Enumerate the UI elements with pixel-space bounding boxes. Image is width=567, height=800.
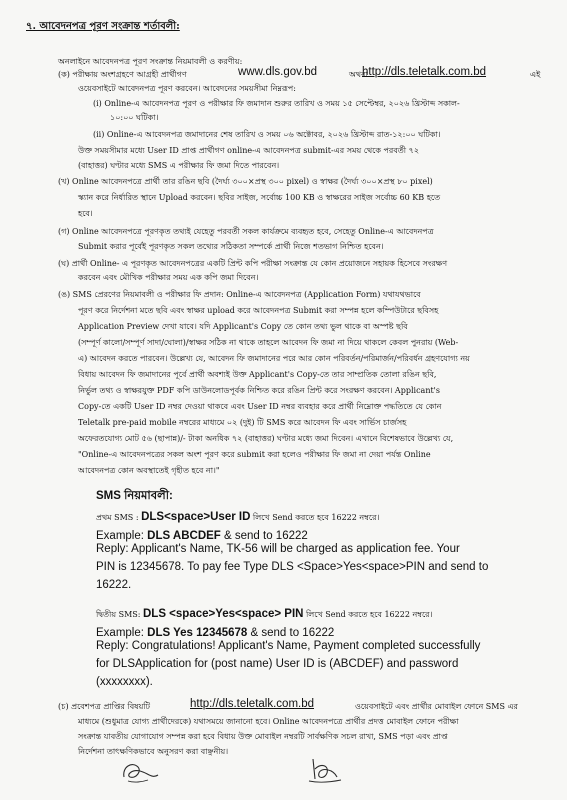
item-ga-line2: Submit করার পূর্বেই পূরণকৃত সকল তথ্যের সঠিকতা সম্পর্কে প্রার্থী নিজে শতভাগ নিশ্চিত হবেন। xyxy=(78,242,384,251)
sms-first-command: DLS<space>User ID xyxy=(141,511,251,523)
item-uma-line10: অফেরতযোগ্য মোট ৫৬ (ছাপান্ন)/- টাকা অনধিক ৭২ (বাহাত্তর) ঘণ্টার মধ্যে জমা দিবেন। এখানে বিশেষভাবে উল্লেখ্য যে, xyxy=(78,434,454,443)
admit-card-link[interactable]: http://dls.teletalk.com.bd xyxy=(190,698,315,710)
item-uma-line12: আবেদনপত্র কোন অবস্থাতেই গৃহীত হবে না।" xyxy=(78,466,220,475)
item-cha-line2: মাধ্যমে (শুধুমাত্র যোগ্য প্রার্থীদেরকে) যথাসময়ে জানানো হবে। Online আবেদনপত্রে প্রার্থীর প্রদত্ত মোবাইল ফোনে পরীক্ষা xyxy=(78,717,459,726)
sms-first-line xyxy=(96,507,379,524)
sms-second-command: DLS <space>Yes<space> PIN xyxy=(142,608,304,620)
dls-gov-link[interactable]: www.dls.gov.bd xyxy=(238,66,318,78)
example2-value: DLS Yes 12345678 xyxy=(147,627,248,639)
item-uma-line9: Teletalk pre-paid mobile নম্বরের মাধ্যমে ০২ (দুই) টি SMS করে আবেদন ফি এবং সার্ভিস চার্জসহ xyxy=(78,418,407,427)
item-kha-line1: (খ) Online আবেদনপত্রে প্রার্থী তার রঙিন ছবি (দৈর্ঘ্য ৩০০×প্রস্থ ৩০০ pixel) ও স্বাক্ষর (দৈর্ঘ্য ৩০০×প্রস্থ ৮০ pixel) xyxy=(58,177,433,186)
item-cha-line3: সংক্রান্ত যাবতীয় যোগাযোগ সম্পন্ন করা হবে বিধায় উক্ত মোবাইল নম্বরটি সার্বক্ষণিক সচল রাখা, SMS পড়া এবং প্রাপ্ত xyxy=(78,732,448,741)
teletalk-link[interactable]: http://dls.teletalk.com.bd xyxy=(362,66,487,78)
item-cha-line1-b: ওয়েবসাইটে এবং প্রার্থীর মোবাইল ফোনে SMS এর xyxy=(355,702,518,711)
item-uma-line8: Copy-তে একটি User ID নম্বর দেওয়া থাকবে এবং User ID নম্বর ব্যবহার করে প্রার্থী নিম্নোক্ত পদ্ধতিতে যে কোন xyxy=(78,402,442,411)
item-ka-line1-b: এই xyxy=(530,70,541,79)
item-ka-line4: (বাহাত্তর) ঘণ্টার মধ্যে SMS এ পরীক্ষার ফি জমা দিতে পারবেন। xyxy=(78,161,280,170)
item-ka-or: অথবা xyxy=(349,70,368,79)
example2-suffix: & send to 16222 xyxy=(247,627,335,639)
signature-left xyxy=(118,757,163,787)
reply2-line1: Reply: Congratulations! Applicant's Name, Payment completed successfully xyxy=(96,640,481,652)
item-uma-line3: Application Preview দেখা যাবে। যদি Applicant's Copy তে কোন তথ্য ভুল থাকে বা অস্পষ্ট ছবি xyxy=(78,322,408,331)
item-ka-sub1-line1: (i) Online-এ আবেদনপত্র পূরণ ও পরীক্ষার ফি জমাদান শুরুর তারিখ ও সময় ১৫ সেপ্টেম্বর, ২০২৬ খ্রিস্টাব্দ সকাল- xyxy=(93,99,460,108)
sms-second-prefix: দ্বিতীয় SMS: xyxy=(96,610,143,619)
reply2-line3: (xxxxxxxx). xyxy=(96,676,153,688)
reply1-line3: 16222. xyxy=(96,579,132,591)
item-kha-line2: স্ক্যান করে নির্ধারিত স্থানে Upload করবেন। ছবির সাইজ, সর্বোচ্চ 100 KB ও স্বাক্ষরের সাইজ সর্বোচ্চ 60 KB হতে xyxy=(78,193,441,202)
sms-heading: SMS নিয়মাবলী: xyxy=(96,490,173,502)
item-ka-sub2-line1: (ii) Online-এ আবেদনপত্র জমাদানের শেষ তারিখ ও সময় ০৬ অক্টোবর, ২০২৬ খ্রিস্টাব্দ রাত-১২:০০ ঘটিকা। xyxy=(93,130,441,139)
item-ka-line1-a: (ক) পরীক্ষায় অংশগ্রহণে আগ্রহী প্রার্থীগণ xyxy=(58,70,187,79)
item-uma-line6: বিধায় আবেদন ফি জমাদানের পূর্বে প্রার্থী অবশ্যই উক্ত Applicant's Copy-তে তার সাম্প্রতিক তোলা রঙিন ছবি, xyxy=(78,370,437,379)
item-kha-line3: হবে। xyxy=(78,209,93,218)
intro-line: অনলাইনে আবেদনপত্র পূরণ সংক্রান্ত নিয়মাবলী ও করণীয়: xyxy=(58,57,243,66)
item-uma-line4: (সম্পূর্ণ কালো/সম্পূর্ণ সাদা/ঘোলা)/স্বাক্ষর সঠিক না থাকে তাহলে আবেদন ফি জমা না দিয়ে থাকলে কেবল পুনরায় (Web- xyxy=(78,338,459,347)
example1-label: Example: xyxy=(96,530,148,542)
example1-value: DLS ABCDEF xyxy=(147,530,221,542)
item-uma-line1: (ঙ) SMS প্রেরণের নিয়মাবলী ও পরীক্ষার ফি প্রদান: Online-এ আবেদনপত্র (Application Form) যথাযথভাবে xyxy=(58,290,421,299)
item-uma-line7: নির্ভুল তথ্য ও স্বাক্ষরযুক্ত PDF কপি ডাউনলোডপূর্বক নিশ্চিত করে রঙিন প্রিন্ট করে সংরক্ষণ করবেন। Applicant's xyxy=(78,386,440,395)
item-ka-line3: উক্ত সময়সীমার মধ্যে User ID প্রাপ্ত প্রার্থীগণ online-এ আবেদনপত্র submit-এর সময় থেকে পরবর্তী ৭২ xyxy=(78,146,420,155)
example2-label: Example: xyxy=(96,627,148,639)
sms-first-suffix: লিখে Send করতে হবে 16222 নম্বরে। xyxy=(250,513,380,522)
signature-right xyxy=(305,755,345,787)
sms-example1 xyxy=(96,526,308,543)
item-ka-sub1-line2: ১০:০০ ঘটিকা। xyxy=(110,113,159,122)
item-gha-line2: করবেন এবং মৌখিক পরীক্ষার সময় এক কপি জমা দিবেন। xyxy=(78,273,259,282)
item-uma-line5: এ) আবেদন করতে পারবেন। উল্লেখ্য যে, আবেদন ফি জমাদানের পরে আর কোন পরিবর্তন/পরিমার্জন/পরিবর্ধন গ্রহণযোগ্য নয় xyxy=(78,354,470,363)
sms-second-suffix: লিখে Send করতে হবে 16222 নম্বরে। xyxy=(303,610,433,619)
reply2-line2: for DLSApplication for (post name) User ID is (ABCDEF) and password xyxy=(96,658,459,670)
item-ka-line2: ওয়েবসাইটে আবেদনপত্র পূরণ করবেন। আবেদনের সময়সীমা নিম্নরূপ: xyxy=(78,84,296,93)
example1-suffix: & send to 16222 xyxy=(220,530,308,542)
sms-second-line xyxy=(96,604,432,621)
item-gha-line1: (ঘ) প্রার্থী Online- এ পূরণকৃত আবেদনপত্রের একটি প্রিন্ট কপি পরীক্ষা সংক্রান্ত যে কোন প্রয়োজনে সহায়ক হিসেবে সংরক্ষণ xyxy=(58,259,448,268)
reply1-line1: Reply: Applicant's Name, TK-56 will be charged as application fee. Your xyxy=(96,543,460,555)
section-heading: ৭. আবেদনপত্র পূরণ সংক্রান্ত শর্তাবলী: xyxy=(26,21,180,32)
reply1-line2: PIN is 12345678. To pay fee Type DLS <Space>Yes<space>PIN and send to xyxy=(96,561,489,573)
sms-first-prefix: প্রথম SMS : xyxy=(96,513,142,522)
item-ga-line1: (গ) Online আবেদনপত্রে পূরণকৃত তথ্যই যেহেতু পরবর্তী সকল কার্যক্রমে ব্যবহৃত হবে, সেহেতু Online-এ আবেদনপত্র xyxy=(58,227,434,236)
item-uma-line2: পূরণ করে নির্দেশনা মতে ছবি এবং স্বাক্ষর upload করে আবেদনপত্র Submit করা সম্পন্ন হলে কম্পিউটারে ছবিসহ xyxy=(78,306,439,315)
item-cha-line4: নির্দেশনা তাৎক্ষণিকভাবে অনুসরণ করা বাঞ্ছনীয়। xyxy=(78,747,229,756)
item-cha-line1-a: (চ) প্রবেশপত্র প্রাপ্তির বিষয়টি xyxy=(58,702,150,711)
item-uma-line11: "Online-এ আবেদনপত্রের সকল অংশ পূরণ করে submit করা হলেও পরীক্ষার ফি জমা না দেয়া পর্যন্ত Online xyxy=(78,450,431,459)
sms-example2 xyxy=(96,623,334,640)
